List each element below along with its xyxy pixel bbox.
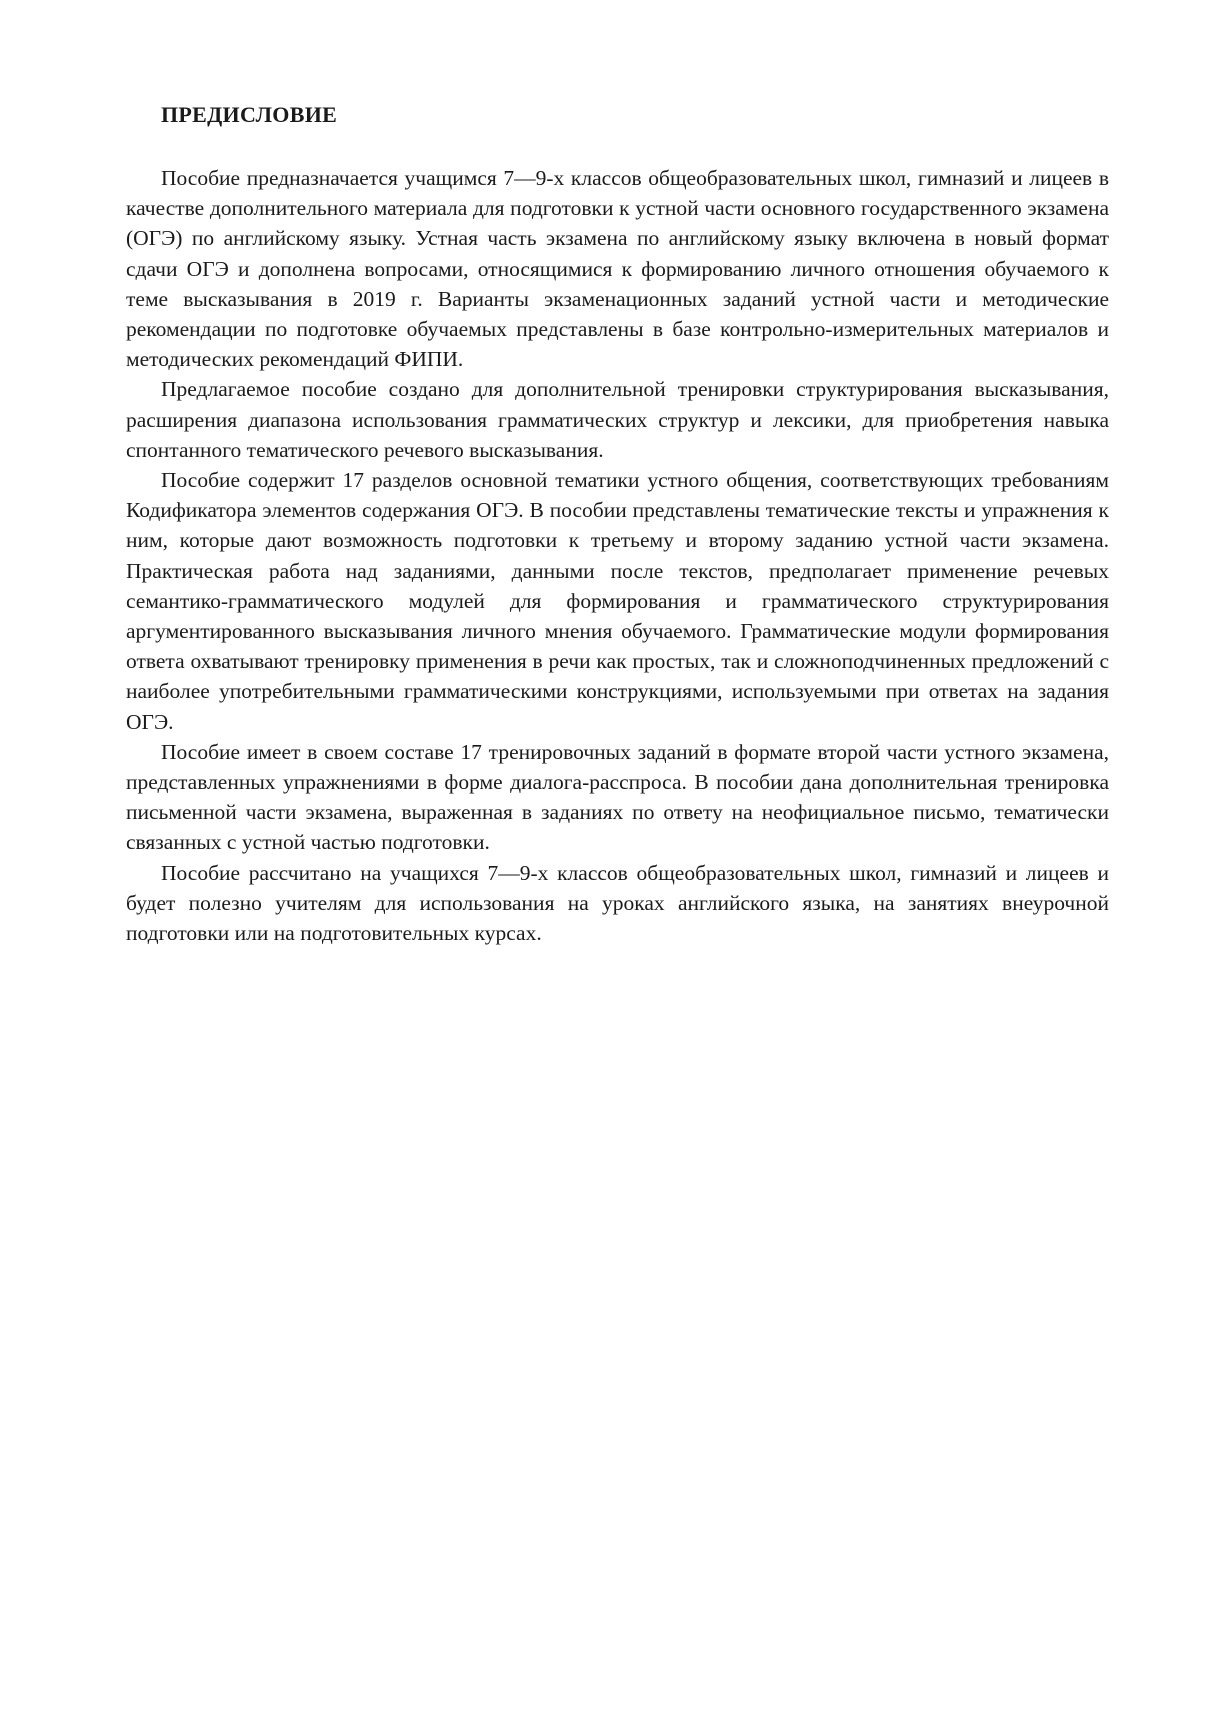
- paragraph-audience: Пособие рассчитано на учащихся 7—9-х классов общеобразовательных школ, гимназий и лицеев и будет полезно учителям для использования на уроках английского языка, на занятиях внеурочной подготовки или на подготовительных курсах.: [126, 860, 1109, 946]
- preface-body: [126, 163, 1109, 948]
- paragraph-goals: Предлагаемое пособие создано для дополнительной тренировки структурирования высказывания, расширения диапазона использования грамматических структур и лексики, для приобретения навыка спонтанного тематического речевого высказывания.: [126, 377, 1109, 462]
- paragraph-contents: Пособие содержит 17 разделов основной тематики устного общения, соответствующих требованиям Кодификатора элементов содержания ОГЭ. В пособии представлены тематические тексты и упражнения к ним, которые дают возможность подготовки к третьему и второму заданию устной части экзамена. Практическая работа над заданиями, данными после текстов, предполагает применение речевых семантико-грамматического модулей для формирования и грамматического структурирования аргументированного высказывания личного мнения обучаемого. Грамматические модули формирования ответа охватывают тренировку применения в речи как простых, так и сложноподчиненных предложений с наиболее употребительными грамматическими конструкциями, используемыми при ответах на задания ОГЭ.: [126, 468, 1109, 734]
- paragraph-purpose: Пособие предназначается учащимся 7—9-х классов общеобразовательных школ, гимназий и лицеев в качестве дополнительного материала для подготовки к устной части основного государственного экзамена (ОГЭ) по английскому языку. Устная часть экзамена по английскому языку включена в новый формат сдачи ОГЭ и дополнена вопросами, относящимися к формированию личного отношения обучаемого к теме высказывания в 2019 г. Варианты экзаменационных заданий устной части и методические рекомендации по подготовке обучаемых представлены в базе контрольно-измерительных материалов и методических рекомендаций ФИПИ.: [126, 166, 1109, 372]
- paragraph-training-tasks: Пособие имеет в своем составе 17 тренировочных заданий в формате второй части устного экзамена, представленных упражнениями в форме диалога-расспроса. В пособии дана дополнительная тренировка письменной части экзамена, выраженная в заданиях по ответу на неофициальное письмо, тематически связанных с устной частью подготовки.: [126, 739, 1109, 855]
- section-heading: ПРЕДИСЛОВИЕ: [161, 102, 338, 127]
